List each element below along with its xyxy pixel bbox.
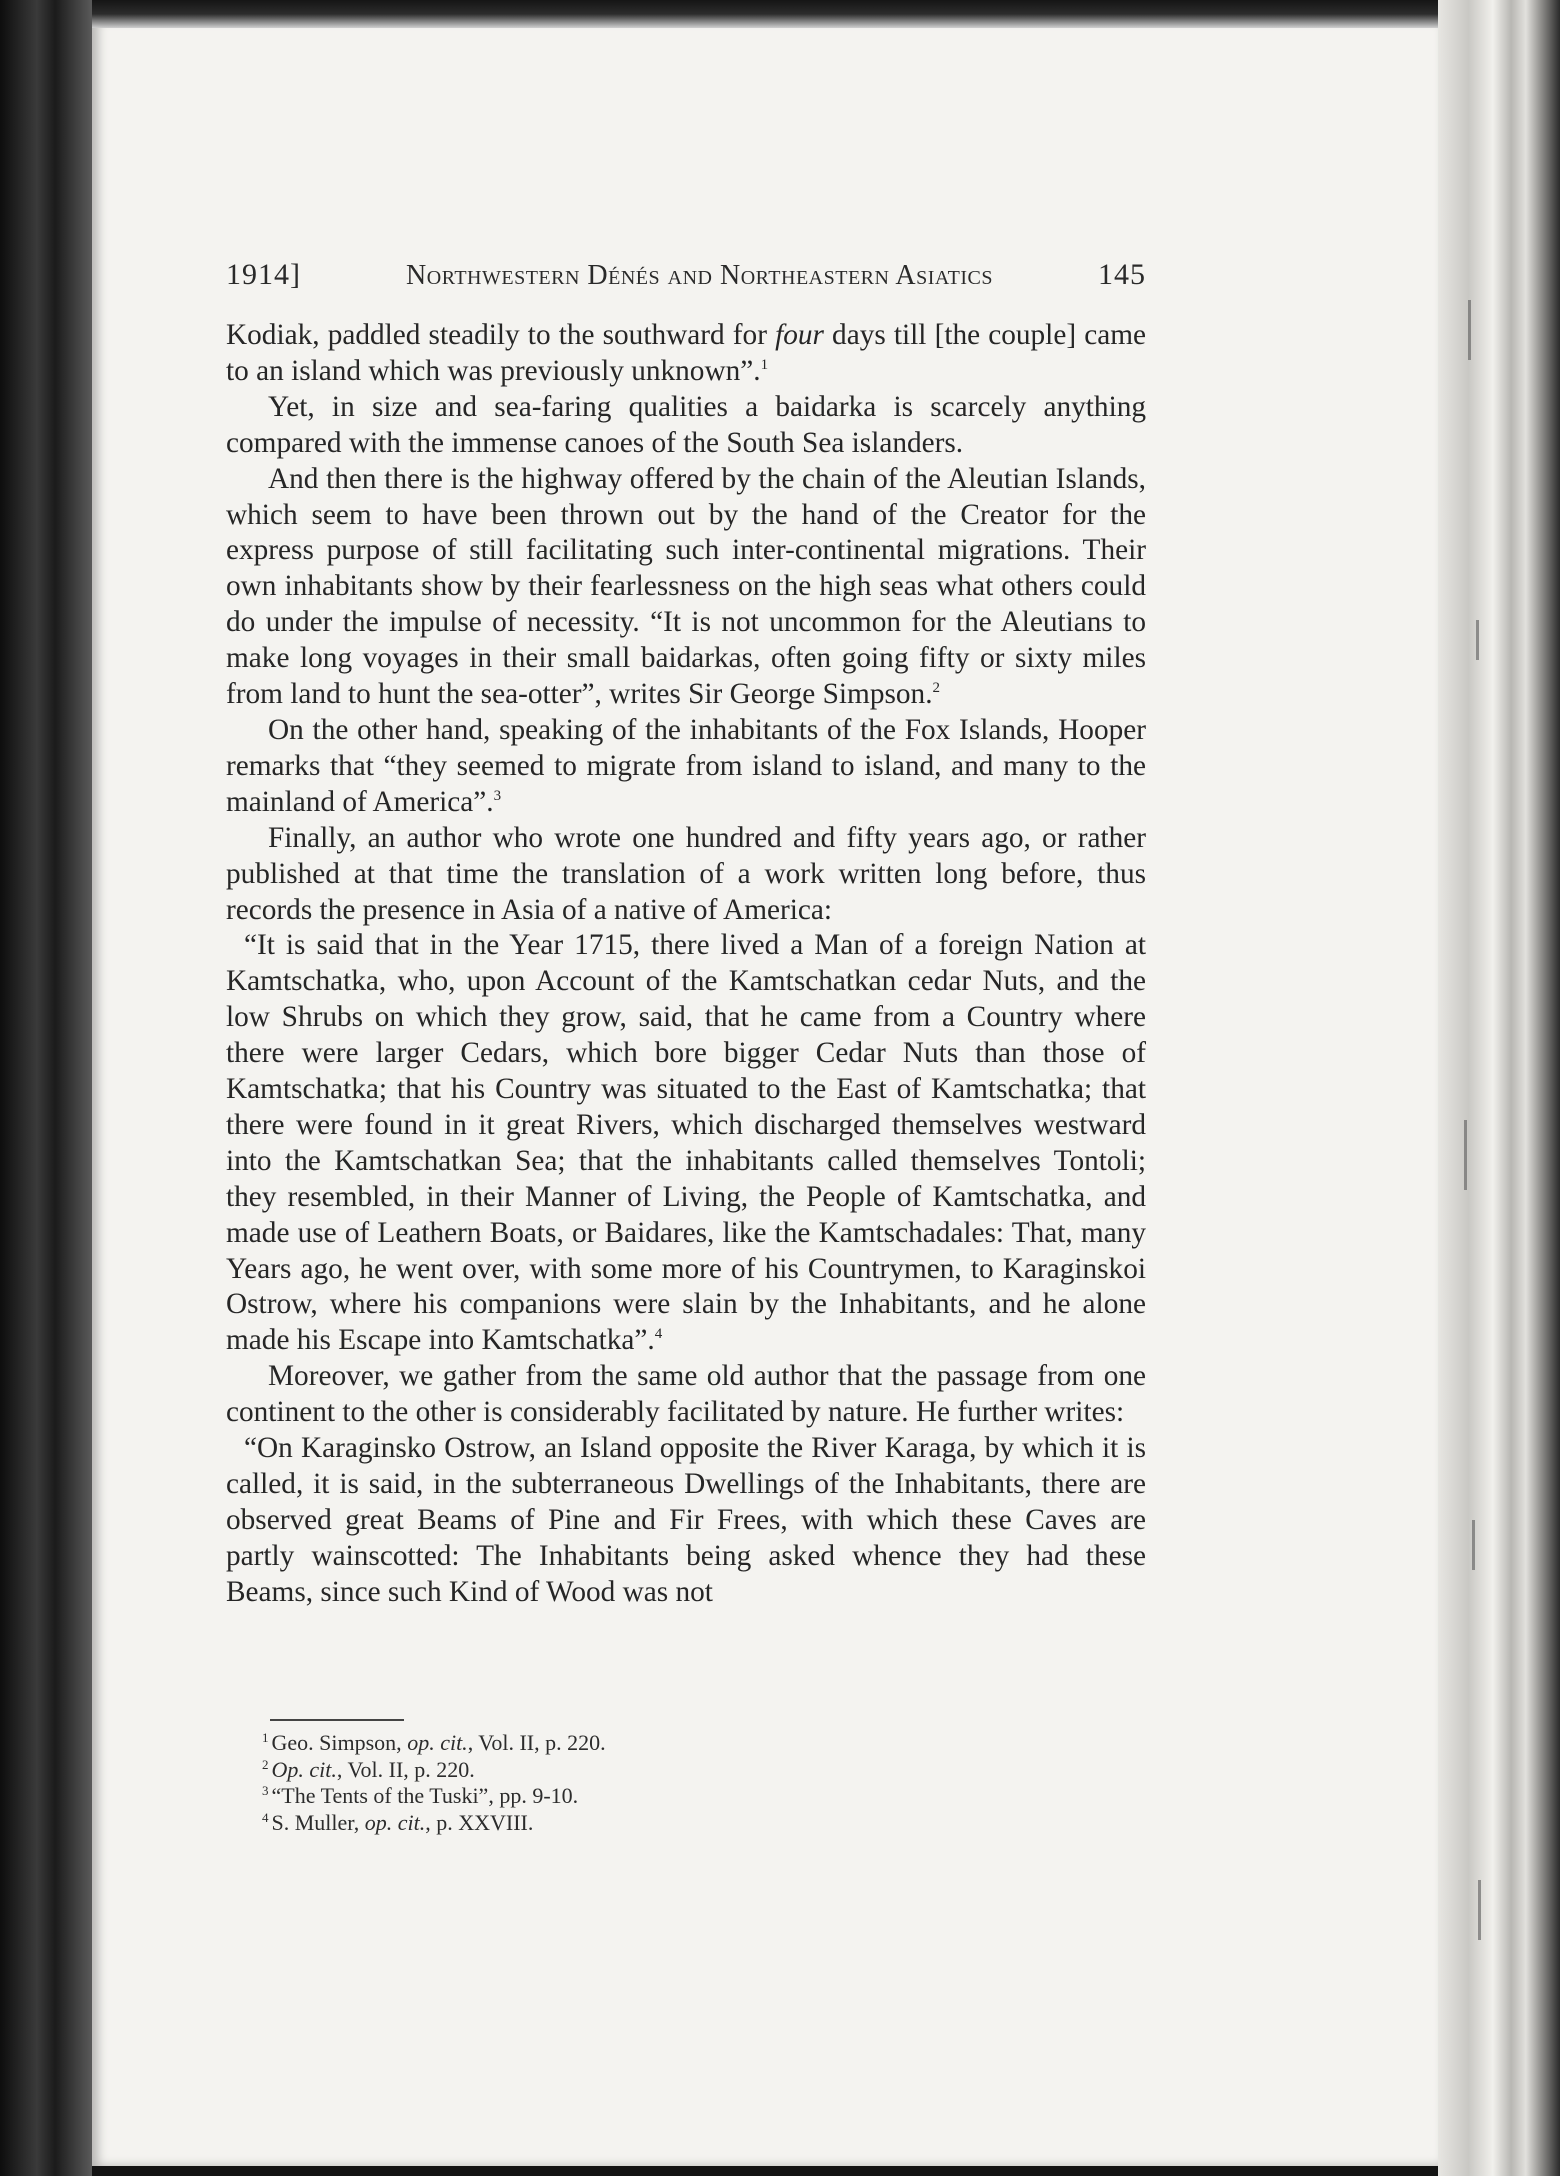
paragraph: Finally, an author who wrote one hundred and fifty years ago, or rather published at that time the translation of a work written long before, thus records the presence in Asia of a native of America: [226, 821, 1146, 926]
footnotes [262, 1730, 1062, 1836]
quote-paragraph: “On Karaginsko Ostrow, an Island opposite the River Karaga, by which it is called, it is said, in the subterraneous Dwellings of the Inhabitants, there are observed great Beams of Pine and Fir Frees, with which these Caves are partly wainscotted: The Inhabitants being asked whence they had these Beams, since such Kind of Wood was not [226, 1432, 1146, 1608]
footnote-ref: 4 [654, 1326, 663, 1343]
quote-paragraph: “It is said that in the Year 1715, there lived a Man of a foreign Nation at Kamtschatka, who, upon Account of the Kamtschatkan cedar Nuts, and the low Shrubs on which they grow, said, that he came from a Country where there were larger Cedars, which bore bigger Cedar Nuts than those of Kamtschatka; that his Country was situated to the East of Kamtschatka; that there were found in it great Rivers, which discharged themselves westward into the Kamtschatkan Sea; that the inhabitants called themselves Tontoli; they resembled, in their Manner of Living, the People of Kamtschatka, and made use of Leathern Boats, or Baidares, like the Kamtschadales: That, many Years ago, he went over, with some more of his Countrymen, to Karaginskoi Ostrow, where his companions were slain by the Inhabitants, and he alone made his Escape into Kamtschatka”.$^4$ [226, 929, 1146, 1357]
header-running-title: Northwestern Dénés and Northeastern Asiatics [406, 260, 993, 291]
footnote-ref: 3 [493, 787, 502, 804]
body-text [226, 318, 1146, 1611]
header-year: 1914] [226, 258, 301, 291]
page-number: 145 [1098, 258, 1146, 291]
footnote-rule [270, 1719, 404, 1721]
paragraph: On the other hand, speaking of the inhabitants of the Fox Islands, Hooper remarks that “they seemed to migrate from island to island, and many to the mainland of America”.$^3$ [226, 713, 1146, 818]
footnote-ref: 2 [932, 680, 941, 697]
running-header [226, 258, 1146, 302]
footnote-ref: 1 [760, 356, 769, 373]
footnote: $^2$ Op. cit., Vol. II, p. 220. [262, 1756, 475, 1782]
page-stack-edge [1438, 0, 1560, 2176]
footnote: $^1$ Geo. Simpson, op. cit., Vol. II, p. 220. [262, 1730, 606, 1755]
paragraph: Yet, in size and sea-faring qualities a baidarka is scarcely anything compared with the immense canoes of the South Sea islanders. [226, 390, 1146, 459]
paragraph: And then there is the highway offered by the chain of the Aleutian Islands, which seem to have been thrown out by the hand of the Creator for the express purpose of still facilitating such inter-continental migrations. Their own inhabitants show by their fearlessness on the high seas what others could do under the impulse of necessity. “It is not uncommon for the Aleutians to make long voyages in their small baidarkas, often going fifty or sixty miles from land to hunt the sea-otter”, writes Sir George Simpson.$^2$ [226, 462, 1146, 711]
paragraph: Moreover, we gather from the same old author that the passage from one continent to the other is considerably facilitated by nature. He further writes: [226, 1360, 1146, 1429]
page-top-shadow [92, 0, 1438, 28]
footnote: $^3$ “The Tents of the Tuski”, pp. 9-10. [262, 1783, 579, 1808]
footnote: $^4$ S. Muller, op. cit., p. XXVIII. [262, 1809, 534, 1835]
italic-word: four [775, 319, 824, 351]
book-gutter-edge [0, 0, 92, 2176]
paragraph: Kodiak, paddled steadily to the southward for four days till [the couple] came to an island which was previously unknown”.$^1$ [226, 319, 1147, 387]
